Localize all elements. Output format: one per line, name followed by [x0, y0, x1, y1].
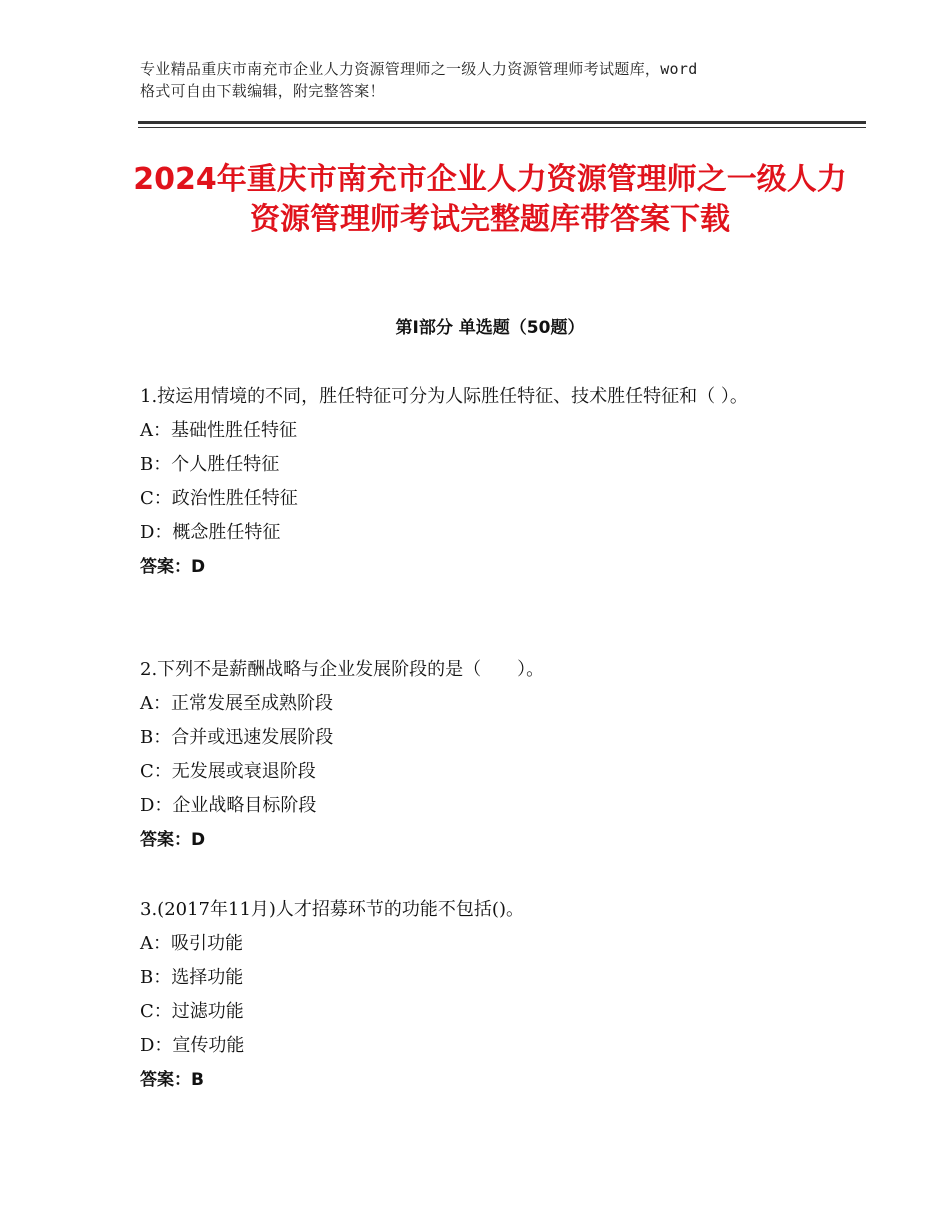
option-a: A：基础性胜任特征	[140, 420, 297, 441]
option-b: B：选择功能	[140, 967, 244, 988]
question-1	[140, 380, 820, 584]
header-note-line-2: 格式可自由下载编辑，附完整答案！	[140, 82, 385, 100]
question-stem: 1.按运用情境的不同，胜任特征可分为人际胜任特征、技术胜任特征和（ ）。	[140, 386, 748, 407]
section-title: 第Ⅰ部分 单选题（50题）	[395, 318, 585, 338]
question-2	[140, 653, 820, 857]
option-c: C：无发展或衰退阶段	[140, 761, 316, 782]
option-a: A：正常发展至成熟阶段	[140, 693, 333, 714]
option-d: D：概念胜任特征	[140, 522, 281, 543]
option-c: C：政治性胜任特征	[140, 488, 298, 509]
answer: 答案：D	[140, 830, 206, 850]
option-a: A：吸引功能	[140, 933, 243, 954]
option-d: D：宣传功能	[140, 1035, 245, 1056]
answer: 答案：B	[140, 1070, 204, 1090]
header-rule	[138, 121, 866, 124]
document-title: 2024年重庆市南充市企业人力资源管理师之一级人力资源管理师考试完整题库带答案下载	[133, 162, 847, 237]
question-3	[140, 893, 820, 1097]
option-b: B：个人胜任特征	[140, 454, 280, 475]
answer: 答案：D	[140, 557, 206, 577]
header-note	[140, 58, 840, 102]
option-b: B：合并或迅速发展阶段	[140, 727, 334, 748]
question-stem: 2.下列不是薪酬战略与企业发展阶段的是（ ）。	[140, 659, 545, 680]
option-c: C：过滤功能	[140, 1001, 244, 1022]
header-note-line-1: 专业精品重庆市南充市企业人力资源管理师之一级人力资源管理师考试题库，word	[140, 60, 698, 78]
question-stem: 3.(2017年11月)人才招募环节的功能不包括()。	[140, 899, 524, 920]
option-d: D：企业战略目标阶段	[140, 795, 317, 816]
header-rule-thin	[138, 127, 866, 128]
